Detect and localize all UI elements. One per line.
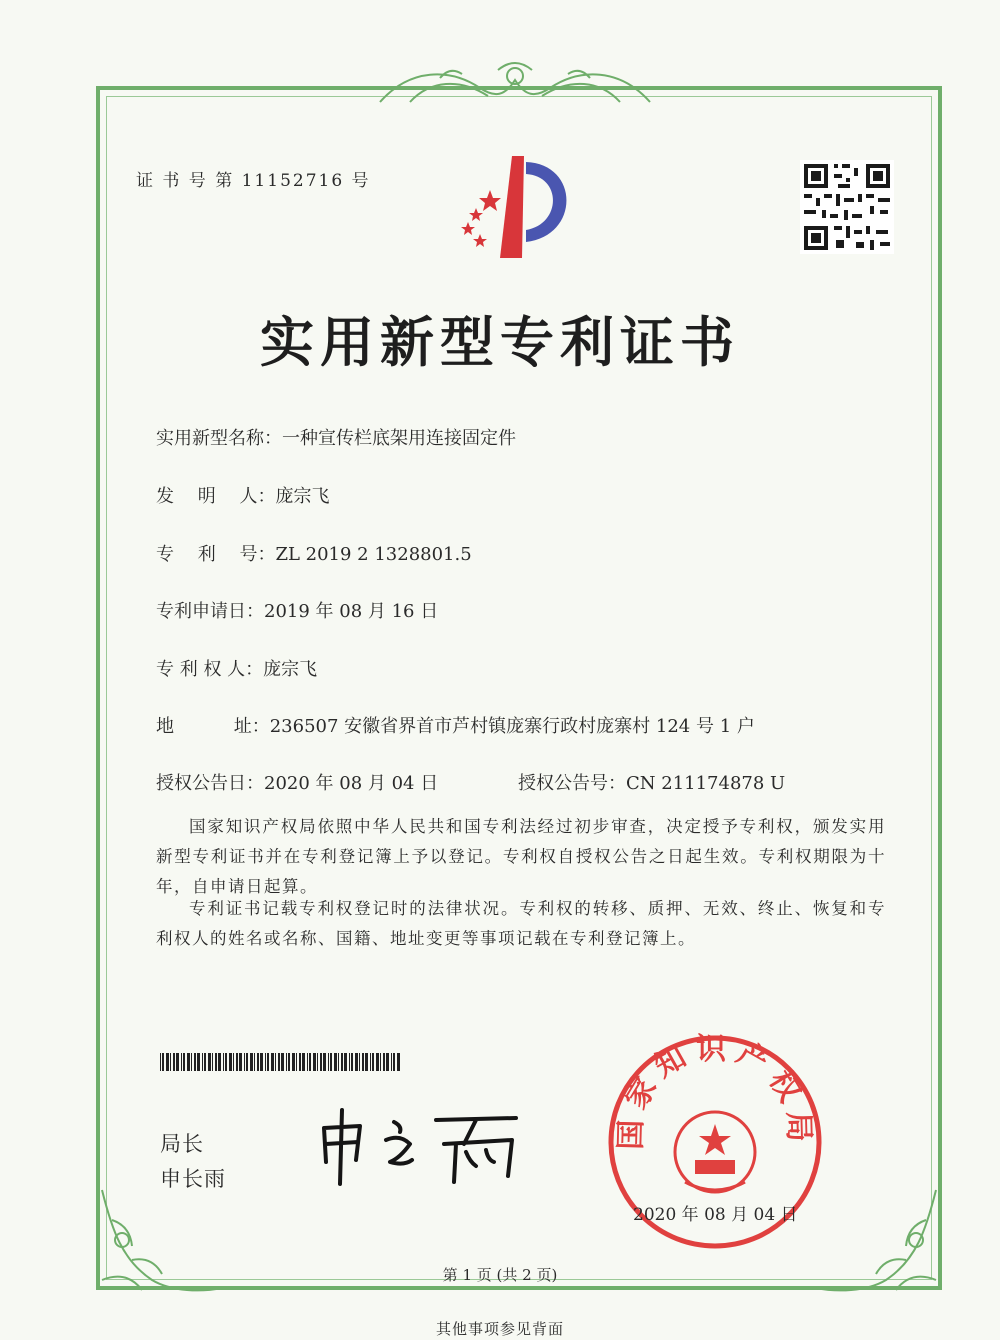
inventor-row	[156, 482, 329, 508]
director-name: 申长雨	[160, 1167, 226, 1191]
body-paragraph-1: 国家知识产权局依照中华人民共和国专利法经过初步审查，决定授予专利权，颁发实用新型专利证书并在专利登记簿上予以登记。专利权自授权公告之日起生效。专利权期限为十年，自申请日起算。	[156, 817, 886, 896]
patentee-label: 专 利 权 人：	[156, 659, 264, 680]
grant-date-row	[156, 769, 438, 795]
director-title: 局长	[160, 1132, 204, 1156]
body-paragraph-2: 专利证书记载专利权登记时的法律状况。专利权的转移、质押、无效、终止、恢复和专利权人的姓名或名称、国籍、地址变更等事项记载在专利登记簿上。	[156, 899, 886, 948]
utility-model-name-label: 实用新型名称：	[156, 428, 282, 449]
filing-date-label: 专利申请日：	[156, 601, 264, 622]
filing-date-row	[156, 597, 438, 623]
grant-number-value: CN 211174878 U	[626, 773, 786, 794]
back-note: 其他事项参见背面	[435, 1320, 564, 1338]
grant-number-row	[518, 769, 785, 795]
address-label: 地 址：	[156, 716, 270, 737]
certificate-number: 证 书 号 第 11152716 号	[136, 171, 371, 191]
patent-number-label: 专 利 号：	[156, 544, 276, 565]
barcode-icon	[160, 1053, 402, 1071]
handwritten-signature-icon	[316, 1100, 526, 1190]
certificate-title: 实用新型专利证书	[260, 310, 740, 374]
patentee-value: 庞宗飞	[263, 659, 318, 680]
grant-date-value: 2020 年 08 月 04 日	[264, 773, 439, 794]
utility-model-name-row	[156, 424, 516, 450]
grant-date-label: 授权公告日：	[156, 773, 264, 794]
address-row	[156, 712, 755, 738]
page-number: 第 1 页 (共 2 页)	[442, 1266, 558, 1284]
grant-number-label: 授权公告号：	[518, 773, 626, 794]
patentee-row	[156, 655, 317, 681]
qr-code-icon	[800, 160, 894, 254]
patent-number-value: ZL 2019 2 1328801.5	[275, 544, 472, 565]
inventor-value: 庞宗飞	[275, 486, 330, 507]
top-ornament-icon	[370, 58, 660, 110]
patent-number-row	[156, 540, 472, 566]
seal-date: 2020 年 08 月 04 日	[633, 1205, 798, 1225]
cnipa-logo-icon	[440, 150, 590, 260]
filing-date-value: 2019 年 08 月 16 日	[264, 601, 439, 622]
utility-model-name-value: 一种宣传栏底架用连接固定件	[282, 428, 516, 449]
address-value: 236507 安徽省界首市芦村镇庞寨行政村庞寨村 124 号 1 户	[269, 716, 755, 737]
inventor-label: 发 明 人：	[156, 486, 276, 507]
svg-text:国家知识产权局: 国家知识产权局	[613, 1032, 817, 1151]
